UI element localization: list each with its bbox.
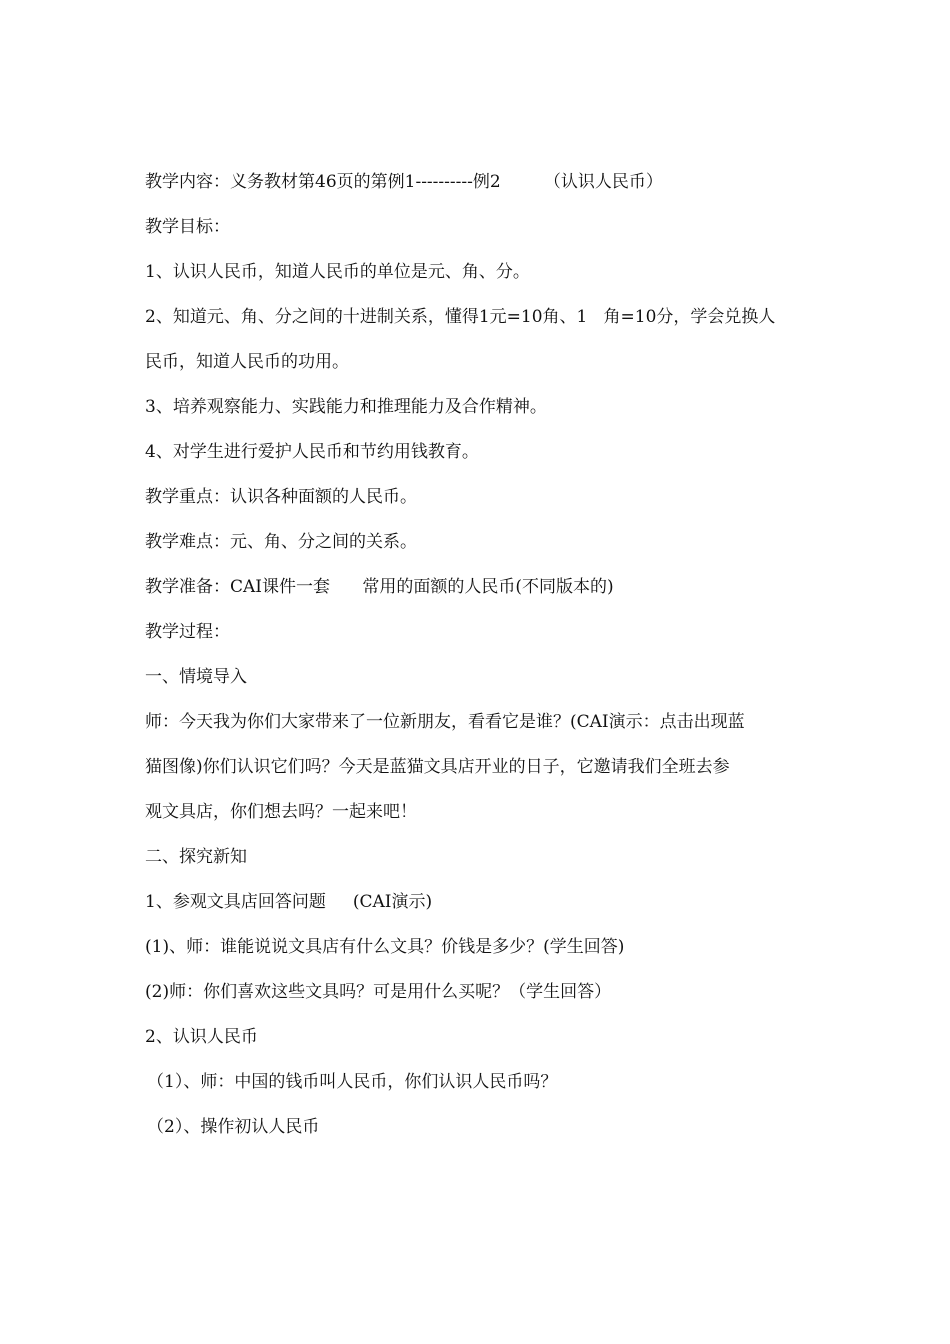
teacher-intro-line-3: 观文具店，你们想去吗？一起来吧！ — [145, 802, 417, 822]
teacher-intro-line-2: 猫图像)你们认识它们吗？今天是蓝猫文具店开业的日子，它邀请我们全班去参 — [145, 757, 730, 777]
key-point: 教学重点：认识各种面额的人民币。 — [145, 487, 417, 507]
step-1-question-1: (1)、师：谁能说说文具店有什么文具？价钱是多少？(学生回答) — [145, 937, 625, 957]
objective-3: 3、培养观察能力、实践能力和推理能力及合作精神。 — [145, 397, 547, 417]
difficult-point: 教学难点：元、角、分之间的关系。 — [145, 532, 417, 552]
objective-4: 4、对学生进行爱护人民币和节约用钱教育。 — [145, 442, 479, 462]
step-1: 1、参观文具店回答问题 (CAI演示) — [145, 892, 433, 912]
lesson-content-line: 教学内容：义务教材第46页的第例1----------例2 （认识人民币） — [145, 172, 663, 192]
step-2-item-2: （2）、操作初认人民币 — [147, 1117, 320, 1137]
step-1-question-2: (2)师：你们喜欢这些文具吗？可是用什么买呢？（学生回答） — [145, 982, 612, 1002]
section-2-heading: 二、探究新知 — [145, 847, 247, 867]
document-body — [145, 168, 815, 1158]
objective-2-line-1: 2、知道元、角、分之间的十进制关系，懂得1元=10角、1 角=10分，学会兑换人 — [145, 307, 776, 327]
step-2: 2、认识人民币 — [145, 1027, 258, 1047]
objective-1: 1、认识人民币，知道人民币的单位是元、角、分。 — [145, 262, 530, 282]
section-1-heading: 一、情境导入 — [145, 667, 247, 687]
preparation: 教学准备：CAI课件一套 常用的面额的人民币(不同版本的) — [145, 577, 614, 597]
teacher-intro-line-1: 师：今天我为你们大家带来了一位新朋友，看看它是谁？(CAI演示：点击出现蓝 — [145, 712, 745, 732]
objectives-heading: 教学目标： — [145, 217, 230, 237]
step-2-item-1: （1）、师：中国的钱币叫人民币，你们认识人民币吗？ — [147, 1072, 558, 1092]
objective-2-line-2: 民币，知道人民币的功用。 — [145, 352, 349, 372]
process-heading: 教学过程： — [145, 622, 230, 642]
